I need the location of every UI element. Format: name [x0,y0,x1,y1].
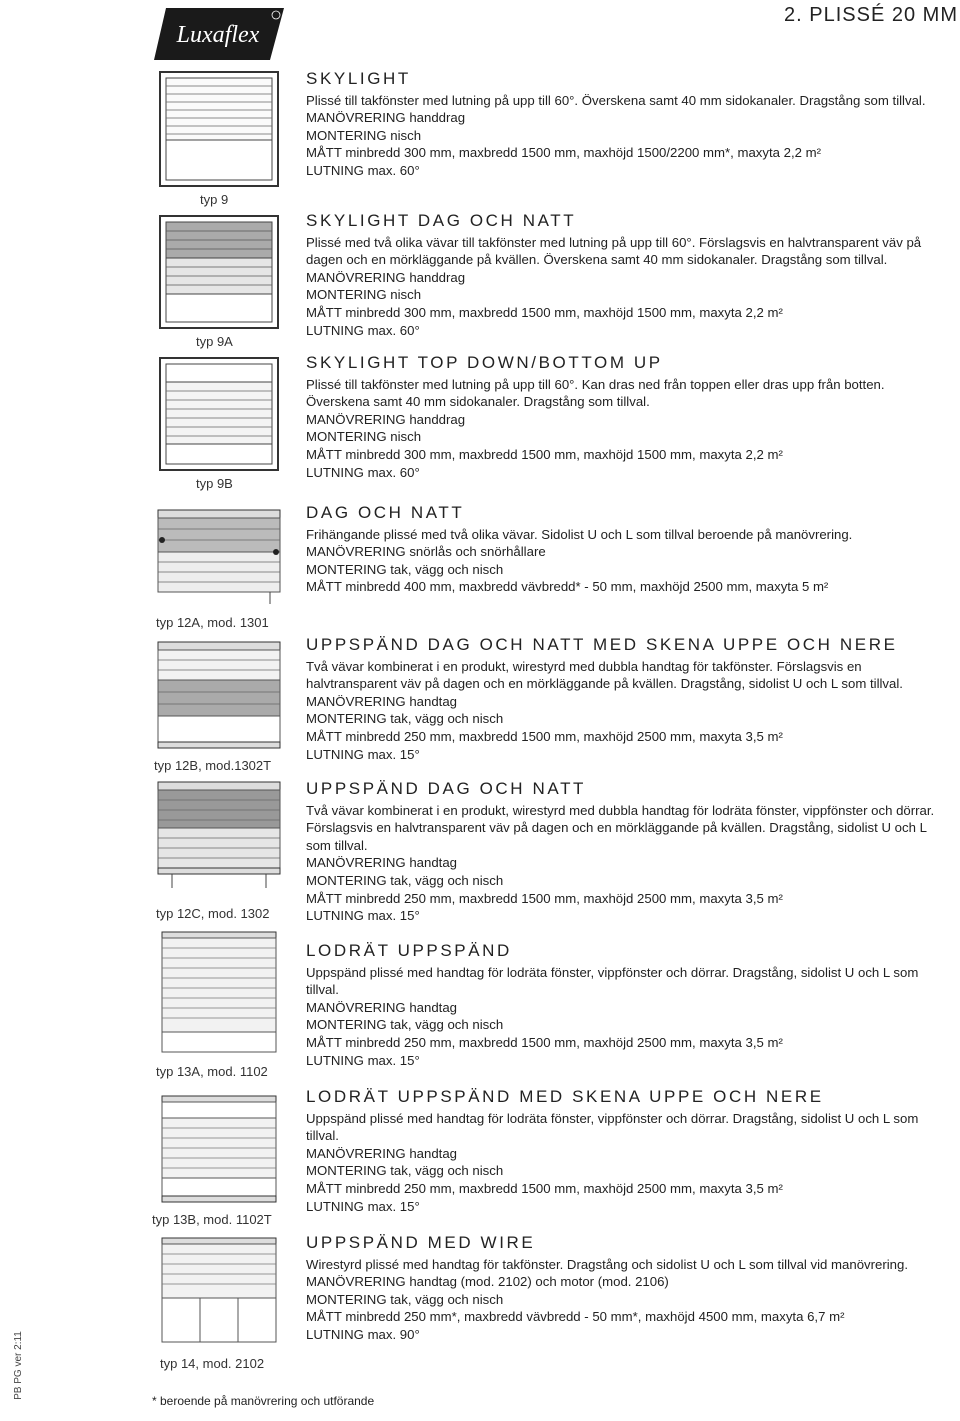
section-uppspand-dag-natt: UPPSPÄND DAG OCH NATT Två vävar kombinerat i en produkt, wirestyrd med dubbla handtag för lodräta fönster, vippfönster och dörrar. Förslagsvis en halvtransparent väv på dagen och en mörkläggande på kvällen. Dragstång, sidolist U och L som tillval. MANÖVRERING handtag MONTERING tak, vägg och nisch MÅTT minbredd 250 mm, maxbredd 1500 mm, maxhöjd 2500 mm, maxyta 3,5 m² LUTNING max. 15° [306,780,950,925]
section-title: UPPSPÄND MED WIRE [306,1233,536,1252]
montering-value: tak, vägg och nisch [390,711,504,727]
lutning-value: max. 60° [367,464,420,480]
section-title: LODRÄT UPPSPÄND MED SKENA UPPE OCH NERE [306,1087,824,1106]
section-desc: Wirestyrd plissé med handtag för takfönster. Dragstång och sidolist U och L som tillval vid manövrering. [306,1256,909,1272]
matt-value: minbredd 400 mm, maxbredd vävbredd* - 50 mm, maxhöjd 2500 mm, maxyta 5 m² [345,579,829,595]
diagram-label: typ 12B, mod.1302T [154,758,272,773]
montering-value: tak, vägg och nisch [390,561,504,577]
section-title: SKYLIGHT DAG OCH NATT [306,211,577,230]
diagram-typ-12a [152,508,286,608]
manovrering-value: handtag (mod. 2102) och motor (mod. 2106) [409,1274,669,1290]
manovrering-value: handdrag [409,411,466,427]
montering-value: nisch [390,127,422,143]
diagram-typ-12c [152,780,286,892]
lutning-value: max. 15° [367,908,420,924]
manovrering-value: handtag [409,999,457,1015]
section-desc: Plissé till takfönster med lutning på upp till 60°. Kan dras ned från toppen eller dras upp från botten. Överskena samt 40 mm sidokanaler. Dragstång som tillval. [306,376,885,410]
matt-value: minbredd 250 mm, maxbredd 1500 mm, maxhöjd 2500 mm, maxyta 3,5 m² [345,1180,783,1196]
diagram-label: typ 12A, mod. 1301 [156,615,269,630]
footnote: * beroende på manövrering och utförande [152,1394,375,1408]
montering-value: nisch [390,429,422,445]
diagram-typ-9b [152,356,286,474]
section-desc: Uppspänd plissé med handtag för lodräta fönster, vippfönster och dörrar. Dragstång, sidolist U och L som tillval. [306,1110,919,1144]
lutning-value: max. 60° [367,322,420,338]
version-label: PB PG ver 2:11 [12,1331,24,1400]
diagram-typ-14 [152,1236,286,1348]
montering-value: tak, vägg och nisch [390,872,504,888]
section-skylight-dag-och-natt: SKYLIGHT DAG OCH NATT Plissé med två olika vävar till takfönster med lutning på upp till 60°. Förslagsvis en halvtransparent väv på dagen och en mörkläggande på kvällen. Överskena samt 40 mm sidokanaler. Dragstång som tillval. MANÖVRERING handdrag MONTERING nisch MÅTT minbredd 300 mm, maxbredd 1500 mm, maxhöjd 1500 mm, maxyta 2,2 m² LUTNING max. 60° [306,212,950,339]
section-title: LODRÄT UPPSPÄND [306,941,512,960]
diagram-typ-9 [152,70,286,190]
section-uppspand-dag-natt-skena: UPPSPÄND DAG OCH NATT MED SKENA UPPE OCH NERE Två vävar kombinerat i en produkt, wirestyrd med dubbla handtag för takfönster. Förslagsvis en halvtransparent väv på dagen och en mörkläggande på kvällen. Dragstång, sidolist U och L som tillval. MANÖVRERING handtag MONTERING tak, vägg och nisch MÅTT minbredd 250 mm, maxbredd 1500 mm, maxhöjd 2500 mm, maxyta 3,5 m² LUTNING max. 15° [306,636,950,763]
montering-value: tak, vägg och nisch [390,1291,504,1307]
diagram-label: typ 9A [196,334,233,349]
section-desc: Frihängande plissé med två olika vävar. Sidolist U och L som tillval beroende på manövrering. [306,526,853,542]
lutning-value: max. 60° [367,162,420,178]
manovrering-value: handtag [409,693,457,709]
manovrering-value: snörlås och snörhållare [409,544,546,560]
section-title: UPPSPÄND DAG OCH NATT [306,779,587,798]
matt-value: minbredd 250 mm*, maxbredd vävbredd - 50 mm*, maxhöjd 4500 mm, maxyta 6,7 m² [345,1309,845,1325]
diagram-typ-12b [152,640,286,752]
logo-text: Luxaflex [176,22,260,48]
matt-value: minbredd 300 mm, maxbredd 1500 mm, maxhöjd 1500 mm, maxyta 2,2 m² [345,304,783,320]
montering-value: nisch [390,287,422,303]
section-title: SKYLIGHT TOP DOWN/BOTTOM UP [306,353,663,372]
matt-value: minbredd 250 mm, maxbredd 1500 mm, maxhöjd 2500 mm, maxyta 3,5 m² [345,728,783,744]
section-skylight: SKYLIGHT Plissé till takfönster med lutning på upp till 60°. Överskena samt 40 mm sidokanaler. Dragstång som tillval. MANÖVRERING handdrag MONTERING nisch MÅTT minbredd 300 mm, maxbredd 1500 mm, maxhöjd 1500/2200 mm*, maxyta 2,2 m² LUTNING max. 60° [306,70,950,180]
section-skylight-top-down: SKYLIGHT TOP DOWN/BOTTOM UP Plissé till takfönster med lutning på upp till 60°. Kan dras ned från toppen eller dras upp från botten. Överskena samt 40 mm sidokanaler. Dragstång som tillval. MANÖVRERING handdrag MONTERING nisch MÅTT minbredd 300 mm, maxbredd 1500 mm, maxhöjd 1500 mm, maxyta 2,2 m² LUTNING max. 60° [306,354,950,481]
diagram-label: typ 13A, mod. 1102 [156,1064,268,1079]
lutning-value: max. 90° [367,1326,420,1342]
section-desc: Plissé till takfönster med lutning på upp till 60°. Överskena samt 40 mm sidokanaler. Dragstång som tillval. [306,92,926,108]
diagram-label: typ 13B, mod. 1102T [152,1212,272,1227]
section-lodrat-uppspand-skena: LODRÄT UPPSPÄND MED SKENA UPPE OCH NERE Uppspänd plissé med handtag för lodräta fönster, vippfönster och dörrar. Dragstång, sidolist U och L som tillval. MANÖVRERING handtag MONTERING tak, vägg och nisch MÅTT minbredd 250 mm, maxbredd 1500 mm, maxhöjd 2500 mm, maxyta 3,5 m² LUTNING max. 15° [306,1088,950,1215]
diagram-typ-13b [152,1094,286,1204]
lutning-value: max. 15° [367,1198,420,1214]
diagram-label: typ 12C, mod. 1302 [156,906,270,921]
montering-value: tak, vägg och nisch [390,1163,504,1179]
matt-value: minbredd 300 mm, maxbredd 1500 mm, maxhöjd 1500/2200 mm*, maxyta 2,2 m² [345,145,822,161]
section-desc: Plissé med två olika vävar till takfönster med lutning på upp till 60°. Förslagsvis en halvtransparent väv på dagen och en mörkläggande på kvällen. Överskena samt 40 mm sidokanaler. Dragstång som tillval. [306,234,922,268]
section-title: UPPSPÄND DAG OCH NATT MED SKENA UPPE OCH NERE [306,635,898,654]
section-lodrat-uppspand: LODRÄT UPPSPÄND Uppspänd plissé med handtag för lodräta fönster, vippfönster och dörrar. Dragstång, sidolist U och L som tillval. MANÖVRERING handtag MONTERING tak, vägg och nisch MÅTT minbredd 250 mm, maxbredd 1500 mm, maxhöjd 2500 mm, maxyta 3,5 m² LUTNING max. 15° [306,942,950,1069]
diagram-label: typ 9 [200,192,229,207]
section-uppspand-med-wire: UPPSPÄND MED WIRE Wirestyrd plissé med handtag för takfönster. Dragstång och sidolist U och L som tillval vid manövrering. MANÖVRERING handtag (mod. 2102) och motor (mod. 2106) MONTERING tak, vägg och nisch MÅTT minbredd 250 mm*, maxbredd vävbredd - 50 mm*, maxhöjd 4500 mm, maxyta 6,7 m² LUTNING max. 90° [306,1234,950,1344]
section-title: DAG OCH NATT [306,503,465,522]
section-title: SKYLIGHT [306,69,411,88]
lutning-value: max. 15° [367,746,420,762]
manovrering-value: handdrag [409,269,466,285]
manovrering-value: handtag [409,855,457,871]
section-desc: Två vävar kombinerat i en produkt, wirestyrd med dubbla handtag för takfönster. Förslagsvis en halvtransparent väv på dagen och en mörkläggande på kvällen. Dragstång, sidolist U och L som tillval. [306,658,903,692]
diagram-label: typ 9B [196,476,233,491]
section-desc: Uppspänd plissé med handtag för lodräta fönster, vippfönster och dörrar. Dragstång, sidolist U och L som tillval. [306,964,919,998]
page-title: 2. PLISSÉ 20 MM [784,4,958,26]
manovrering-value: handdrag [409,110,466,126]
diagram-typ-13a [152,930,286,1058]
diagram-label: typ 14, mod. 2102 [160,1356,265,1371]
lutning-value: max. 15° [367,1052,420,1068]
diagram-typ-9a [152,214,286,332]
manovrering-value: handtag [409,1145,457,1161]
matt-value: minbredd 250 mm, maxbredd 1500 mm, maxhöjd 2500 mm, maxyta 3,5 m² [345,890,783,906]
matt-value: minbredd 250 mm, maxbredd 1500 mm, maxhöjd 2500 mm, maxyta 3,5 m² [345,1034,783,1050]
section-desc: Två vävar kombinerat i en produkt, wirestyrd med dubbla handtag för lodräta fönster, vippfönster och dörrar. Förslagsvis en halvtransparent väv på dagen och en mörkläggande på kvällen. Dragstång, sidolist U och L som tillval. [306,802,935,853]
section-dag-och-natt: DAG OCH NATT Frihängande plissé med två olika vävar. Sidolist U och L som tillval beroende på manövrering. MANÖVRERING snörlås och snörhållare MONTERING tak, vägg och nisch MÅTT minbredd 400 mm, maxbredd vävbredd* - 50 mm, maxhöjd 2500 mm, maxyta 5 m² [306,504,950,596]
luxaflex-logo [152,6,286,62]
matt-value: minbredd 300 mm, maxbredd 1500 mm, maxhöjd 1500 mm, maxyta 2,2 m² [345,446,783,462]
montering-value: tak, vägg och nisch [390,1017,504,1033]
